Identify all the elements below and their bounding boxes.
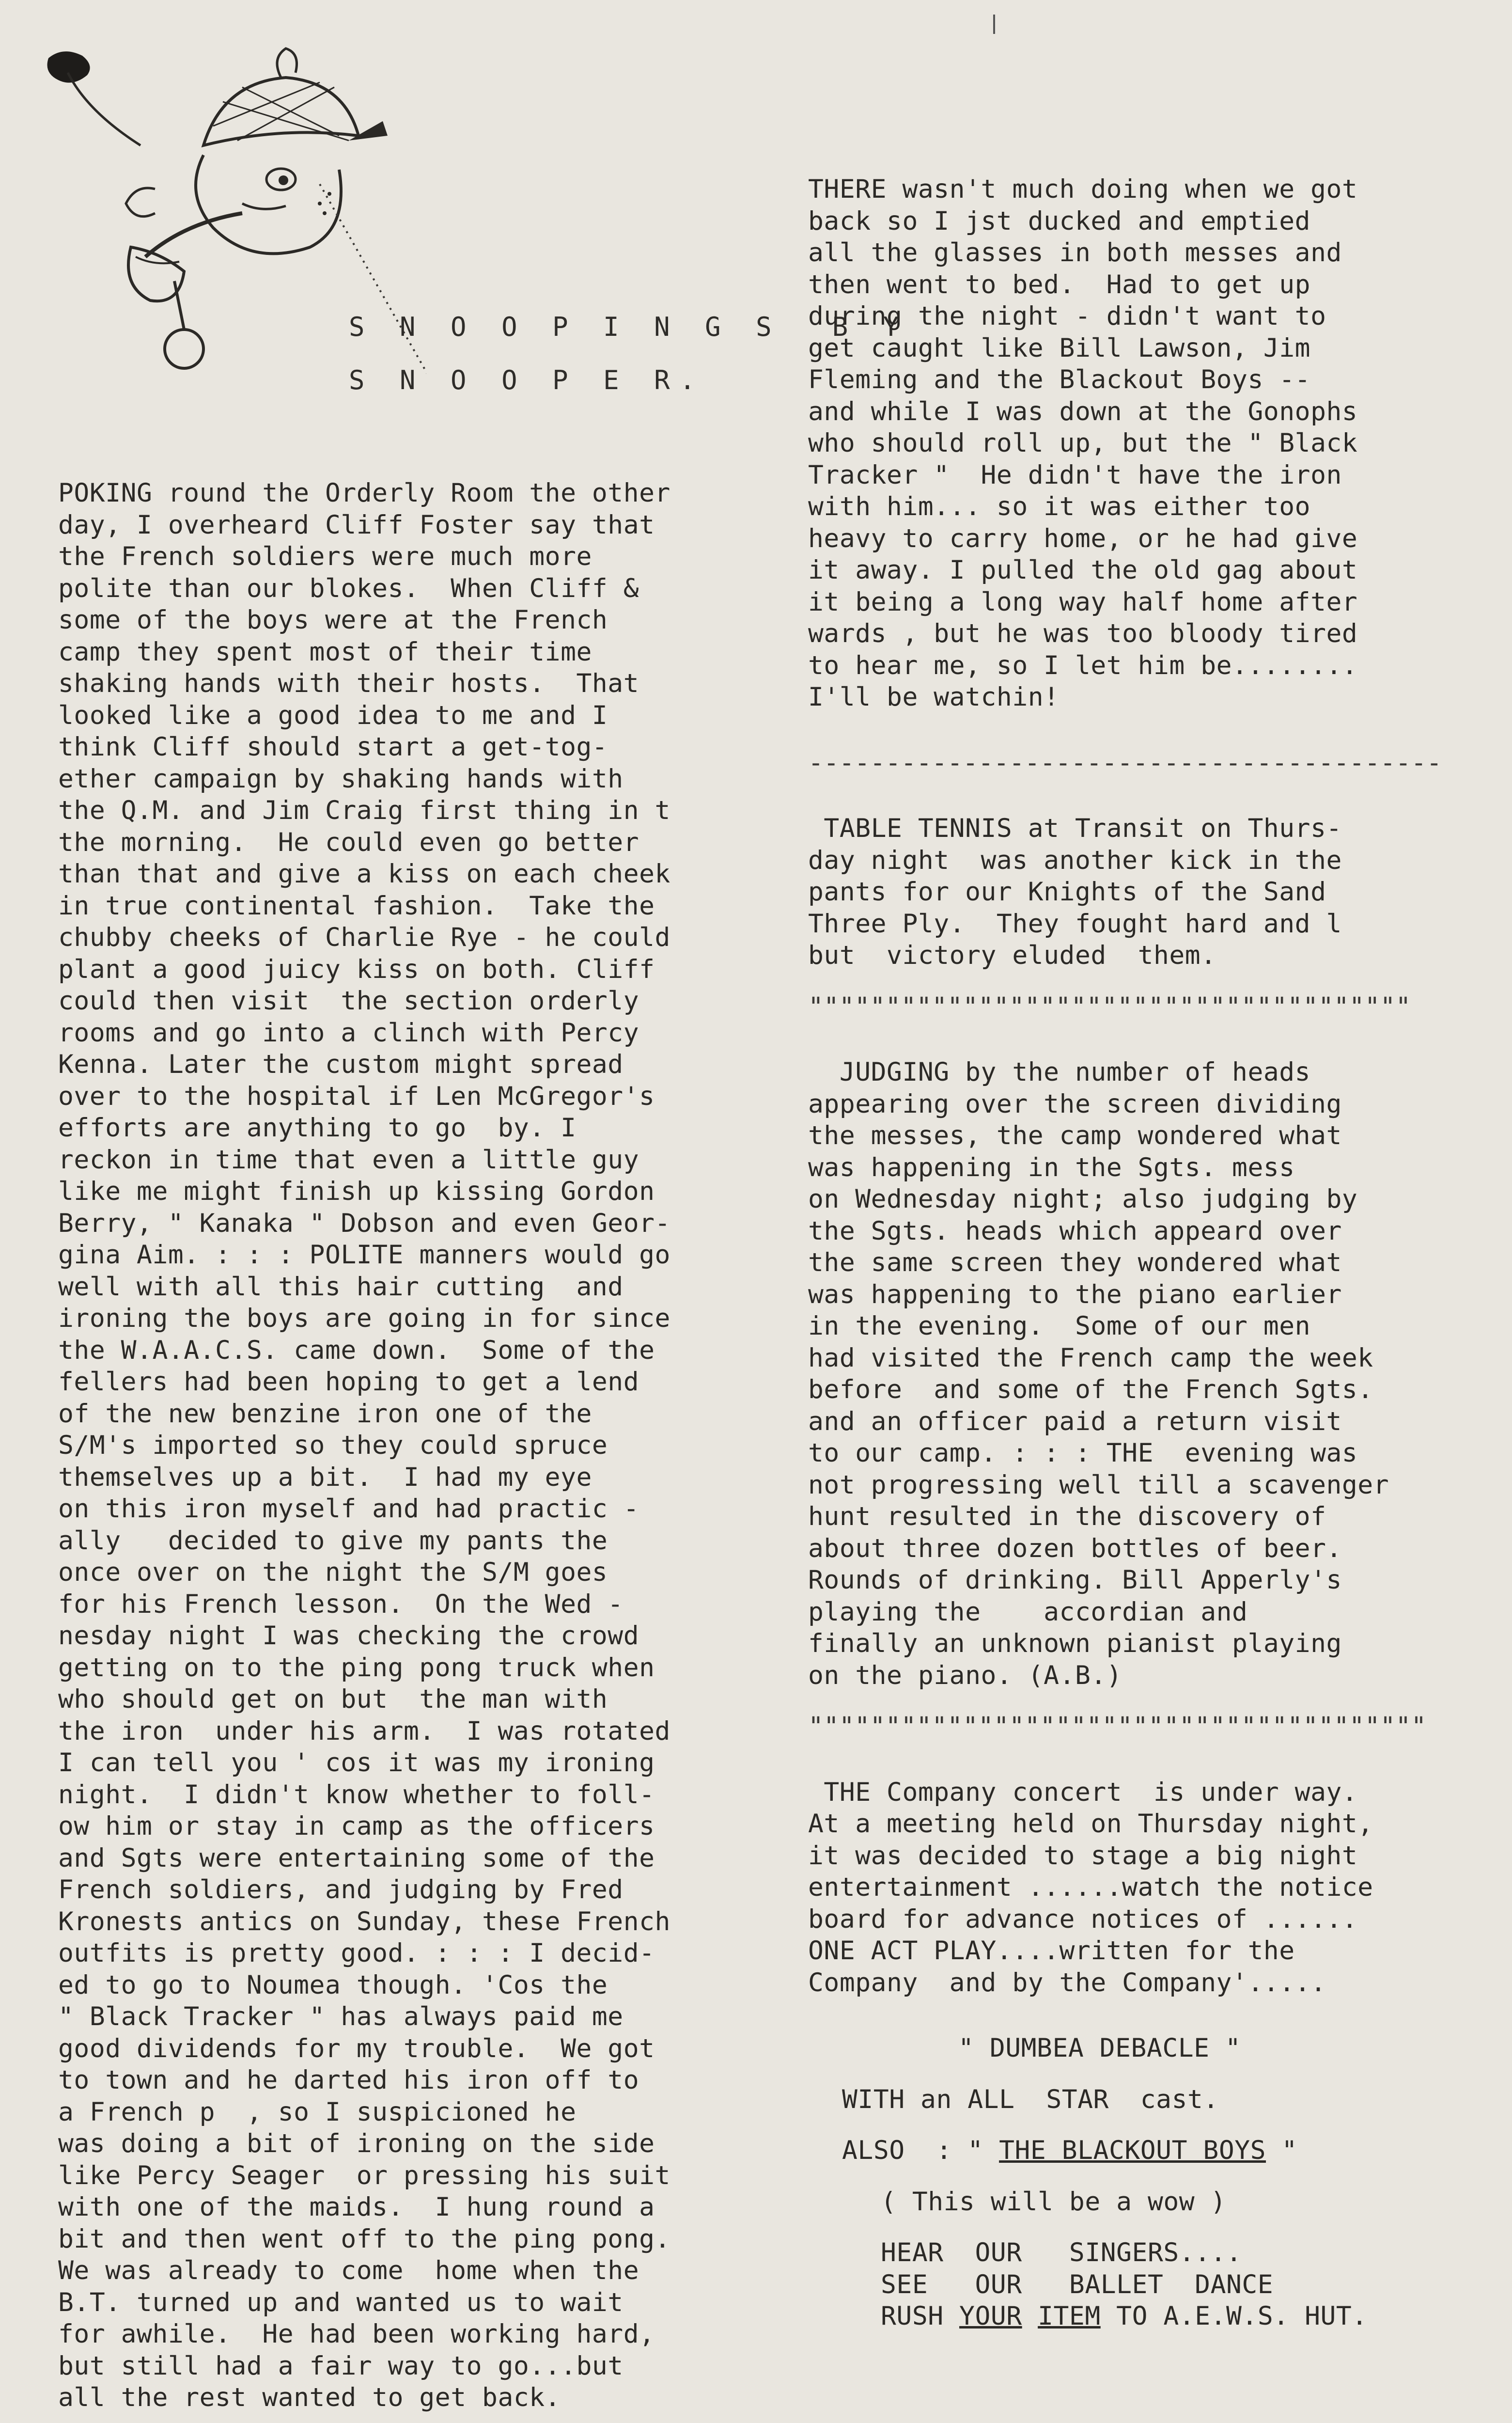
- text-line: night. I didn't know whether to foll-: [58, 1779, 655, 1809]
- text-line: was doing a bit of ironing on the side: [58, 2129, 655, 2158]
- text-line: had visited the French camp the week: [808, 1343, 1373, 1373]
- text-line: some of the boys were at the French: [58, 605, 608, 635]
- text-line: and while I was down at the Gonophs: [808, 396, 1358, 426]
- text-line: like me might finish up kissing Gordon: [58, 1177, 655, 1206]
- ink-mark: [993, 15, 1000, 34]
- rush-your: YOUR: [959, 2301, 1022, 2331]
- story-concert: [808, 1777, 1486, 1999]
- text-line: Berry, " Kanaka " Dobson and even Geor-: [58, 1208, 670, 1238]
- play-title: " DUMBEA DEBACLE ": [958, 2033, 1241, 2063]
- text-line: ed to go to Noumea though. 'Cos the: [58, 1970, 608, 2000]
- text-line: heavy to carry home, or he had give: [808, 523, 1358, 553]
- text-line: well with all this hair cutting and: [58, 1272, 624, 1302]
- text-line: ONE ACT PLAY....written for the: [808, 1936, 1295, 1966]
- text-line: the iron under his arm. I was rotated: [58, 1716, 670, 1746]
- also-line: [808, 2135, 1486, 2167]
- text-line: it was decided to stage a big night: [808, 1841, 1358, 1871]
- text-line: JUDGING by the number of heads: [808, 1057, 1311, 1087]
- text-line: themselves up a bit. I had my eye: [58, 1462, 592, 1492]
- text-line: the messes, the camp wondered what: [808, 1121, 1342, 1150]
- text-line: for his French lesson. On the Wed -: [58, 1589, 624, 1619]
- text-line: a French p , so I suspicioned he: [58, 2097, 577, 2127]
- text-line: the French soldiers were much more: [58, 542, 592, 571]
- title-line-2: S N O O P E R.: [349, 365, 705, 395]
- text-line: Company and by the Company'.....: [808, 1967, 1326, 1998]
- text-line: polite than our blokes. When Cliff &: [58, 573, 639, 603]
- text-line: like Percy Seager or pressing his suit: [58, 2160, 670, 2190]
- text-line: to our camp. : : : THE evening was: [808, 1438, 1358, 1468]
- text-line: on the piano. (A.B.): [808, 1660, 1122, 1690]
- text-line: pants for our Knights of the Sand: [808, 877, 1326, 907]
- text-line: TABLE TENNIS at Transit on Thurs-: [808, 814, 1342, 843]
- rush-prefix: RUSH: [881, 2301, 960, 2331]
- text-line: ally decided to give my pants the: [58, 1526, 608, 1556]
- text-line: plant a good juicy kiss on both. Cliff: [58, 954, 655, 984]
- text-line: B.T. turned up and wanted us to wait: [58, 2287, 624, 2317]
- text-line: French soldiers, and judging by Fred: [58, 1875, 624, 1904]
- text-line: all the glasses in both messes and: [808, 238, 1342, 267]
- blackout-boys-title: THE BLACKOUT BOYS: [999, 2136, 1266, 2165]
- text-line: efforts are anything to go by. I: [58, 1113, 577, 1143]
- text-line: ether campaign by shaking hands with: [58, 764, 624, 794]
- rush-suffix: TO A.E.W.S. HUT.: [1100, 2301, 1368, 2331]
- text-line: appearing over the screen dividing: [808, 1089, 1342, 1119]
- text-line: was happening in the Sgts. mess: [808, 1152, 1295, 1182]
- text-line: to town and he darted his iron off to: [58, 2065, 639, 2095]
- text-line: it being a long way half home after: [808, 587, 1358, 617]
- text-line: We was already to come home when the: [58, 2256, 639, 2285]
- text-line: At a meeting held on Thursday night,: [808, 1809, 1373, 1839]
- text-line: POKING round the Orderly Room the other: [58, 478, 670, 508]
- text-line: hunt resulted in the discovery of: [808, 1502, 1326, 1531]
- wow-line: ( This will be a wow ): [881, 2187, 1226, 2217]
- text-line: chubby cheeks of Charlie Rye - he could: [58, 923, 670, 952]
- text-line: Rounds of drinking. Bill Apperly's: [808, 1565, 1342, 1595]
- dashed-divider: -----------------------------------------: [808, 748, 1442, 778]
- text-line: than that and give a kiss on each cheek: [58, 859, 670, 889]
- text-line: the morning. He could even go better: [58, 827, 639, 857]
- text-line: in the evening. Some of our men: [808, 1311, 1311, 1341]
- text-line: then went to bed. Had to get up: [808, 269, 1311, 299]
- text-line: gina Aim. : : : POLITE manners would go: [58, 1240, 670, 1270]
- text-line: bit and then went off to the ping pong.: [58, 2224, 670, 2254]
- text-line: shaking hands with their hosts. That: [58, 669, 639, 698]
- text-line: entertainment ......watch the notice: [808, 1872, 1373, 1902]
- text-line: fellers had been hoping to get a lend: [58, 1367, 639, 1397]
- text-line: getting on to the ping pong truck when: [58, 1652, 655, 1683]
- text-line: over to the hospital if Len McGregor's: [58, 1081, 655, 1111]
- text-line: with him... so it was either too: [808, 492, 1311, 521]
- text-line: I can tell you ' cos it was my ironing: [58, 1748, 655, 1778]
- also-prefix: ALSO : ": [842, 2136, 999, 2165]
- text-line: nesday night I was checking the crowd: [58, 1621, 639, 1651]
- text-line: about three dozen bottles of beer.: [808, 1533, 1342, 1563]
- text-line: of the new benzine iron one of the: [58, 1399, 592, 1429]
- text-line: back so I jst ducked and emptied: [808, 206, 1311, 236]
- text-line: rooms and go into a clinch with Percy: [58, 1018, 639, 1048]
- text-line: and Sgts were entertaining some of the: [58, 1843, 655, 1873]
- text-line: could then visit the section orderly: [58, 986, 639, 1016]
- text-line: camp they spent most of their time: [58, 637, 592, 667]
- text-line: get caught like Bill Lawson, Jim: [808, 333, 1311, 363]
- text-line: and an officer paid a return visit: [808, 1406, 1342, 1436]
- text-line: Kenna. Later the custom might spread: [58, 1050, 624, 1079]
- cast-line: WITH an ALL STAR cast.: [842, 2084, 1219, 2114]
- text-line: once over on the night the S/M goes: [58, 1558, 608, 1587]
- text-line: THE Company concert is under way.: [808, 1777, 1358, 1807]
- text-line: wards , but he was too bloody tired: [808, 619, 1358, 648]
- rush-mid: [1022, 2301, 1038, 2331]
- story-table-tennis: [808, 813, 1486, 972]
- text-line: not progressing well till a scavenger: [808, 1470, 1389, 1500]
- text-line: THERE wasn't much doing when we got: [808, 174, 1358, 204]
- rush-line: [808, 2300, 1486, 2332]
- text-line: who should get on but the man with: [58, 1684, 608, 1714]
- text-line: Fleming and the Blackout Boys --: [808, 365, 1311, 394]
- rush-item: ITEM: [1038, 2301, 1101, 2331]
- text-line: was happening to the piano earlier: [808, 1279, 1342, 1309]
- text-line: good dividends for my trouble. We got: [58, 2033, 655, 2063]
- text-line: but still had a fair way to go...but: [58, 2351, 624, 2381]
- text-line: Three Ply. They fought hard and l: [808, 909, 1342, 939]
- text-line: to hear me, so I let him be........: [808, 650, 1358, 680]
- text-line: ow him or stay in camp as the officers: [58, 1811, 655, 1841]
- text-line: looked like a good idea to me and I: [58, 700, 608, 730]
- text-line: on Wednesday night; also judging by: [808, 1184, 1358, 1214]
- text-line: day, I overheard Cliff Foster say that: [58, 510, 655, 540]
- hear-line: HEAR OUR SINGERS....: [881, 2238, 1242, 2267]
- text-line: think Cliff should start a get-tog-: [58, 732, 608, 762]
- text-line: on this iron myself and had practic -: [58, 1494, 639, 1524]
- also-suffix: ": [1266, 2136, 1297, 2165]
- text-line: Tracker " He didn't have the iron: [808, 460, 1342, 490]
- text-line: reckon in time that even a little guy: [58, 1145, 639, 1175]
- story-gonophs: [808, 173, 1486, 713]
- text-line: the Q.M. and Jim Craig first thing in t: [58, 796, 670, 825]
- text-line: S/M's imported so they could spruce: [58, 1431, 608, 1460]
- right-column-articles: [808, 173, 1486, 2332]
- text-line: for awhile. He had been working hard,: [58, 2319, 655, 2349]
- text-line: before and some of the French Sgts.: [808, 1375, 1373, 1404]
- text-line: outfits is pretty good. : : : I decid-: [58, 1938, 655, 1968]
- text-line: finally an unknown pianist playing: [808, 1629, 1342, 1658]
- text-line: who should roll up, but the " Black: [808, 428, 1358, 458]
- see-line: SEE OUR BALLET DANCE: [881, 2269, 1274, 2299]
- text-line: playing the accordian and: [808, 1597, 1248, 1627]
- text-line: the W.A.A.C.S. came down. Some of the: [58, 1335, 655, 1365]
- quote-divider: """""""""""""""""""""""""""""""""""""""": [808, 1712, 1427, 1741]
- text-line: the same screen they wondered what: [808, 1248, 1342, 1277]
- story-sgts-mess: [808, 1056, 1486, 1691]
- text-line: but victory eluded them.: [808, 941, 1216, 970]
- text-line: with one of the maids. I hung round a: [58, 2192, 655, 2222]
- text-line: day night was another kick in the: [808, 845, 1342, 875]
- text-line: ironing the boys are going in for since: [58, 1304, 670, 1333]
- text-line: during the night - didn't want to: [808, 301, 1326, 331]
- text-line: board for advance notices of ......: [808, 1904, 1358, 1934]
- text-line: it away. I pulled the old gag about: [808, 555, 1358, 585]
- title-line-1: S N O O P I N G S B Y: [349, 312, 909, 342]
- text-line: I'll be watchin!: [808, 682, 1060, 712]
- text-line: in true continental fashion. Take the: [58, 891, 655, 921]
- quote-divider: """"""""""""""""""""""""""""""""""""""": [808, 991, 1411, 1022]
- text-line: all the rest wanted to get back.: [58, 2383, 561, 2412]
- text-line: " Black Tracker " has always paid me: [58, 2002, 624, 2031]
- text-line: the Sgts. heads which appeard over: [808, 1216, 1342, 1246]
- text-line: Kronests antics on Sunday, these French: [58, 1906, 670, 1936]
- left-column-article: [58, 477, 814, 2414]
